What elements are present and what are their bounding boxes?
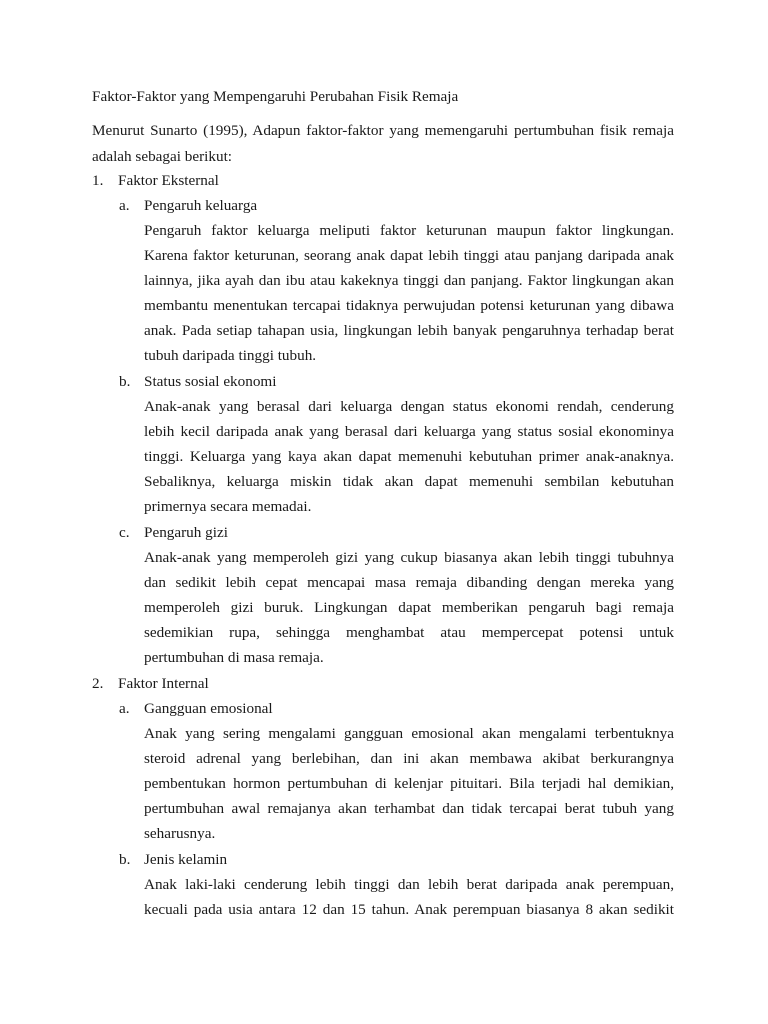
item-1b-line-3: tinggi. Keluarga yang kaya akan dapat memenuhi kebutuhan primer anak-anaknya. [144,448,674,465]
item-2a-line-5: seharusnya. [144,825,216,842]
intro-line-2: adalah sebagai berikut: [92,148,233,165]
item-1c-line-4: sedemikian rupa, sehingga menghambat atau mempercepat potensi untuk [144,624,674,641]
intro-line-1: Menurut Sunarto (1995), Adapun faktor-faktor yang memengaruhi pertumbuhan fisik remaja [92,122,674,139]
item-2a-line-4: pertumbuhan awal remajanya akan terhambat dan tidak tercapai berat tubuh yang [144,800,674,817]
item-1a-heading: Pengaruh keluarga [144,197,258,214]
item-1a-line-2: Karena faktor keturunan, seorang anak dapat lebih tinggi atau panjang daripada anak [144,247,674,264]
item-1b-line-4: Sebaliknya, keluarga miskin tidak akan dapat memenuhi sembilan kebutuhan [144,473,674,490]
section-1-heading: Faktor Eksternal [118,172,219,189]
item-1b-line-5: primernya secara memadai. [144,498,312,515]
item-2b-letter: b. [119,851,131,868]
item-1a-line-1: Pengaruh faktor keluarga meliputi faktor keturunan maupun faktor lingkungan. [144,222,674,239]
item-2b-heading: Jenis kelamin [144,851,228,868]
item-1a-letter: a. [119,197,130,214]
item-2a-letter: a. [119,700,130,717]
item-1c-heading: Pengaruh gizi [144,524,228,541]
section-1-number: 1. [92,172,104,189]
section-2-number: 2. [92,675,104,692]
item-1c-line-3: memperoleh gizi buruk. Lingkungan dapat memberikan pengaruh bagi remaja [144,599,674,616]
item-1b-line-1: Anak-anak yang berasal dari keluarga dengan status ekonomi rendah, cenderung [144,398,674,415]
item-2a-line-3: pembentukan hormon pertumbuhan di kelenjar pituitari. Bila terjadi hal demikian, [144,775,674,792]
item-1b-heading: Status sosial ekonomi [144,373,277,390]
item-1a-line-4: membantu menentukan tercapai tidaknya perwujudan potensi keturunan yang dibawa [144,297,674,314]
item-2b-line-2: kecuali pada usia antara 12 dan 15 tahun. Anak perempuan biasanya 8 akan sedikit [144,901,674,918]
item-2b-line-1: Anak laki-laki cenderung lebih tinggi dan lebih berat daripada anak perempuan, [144,876,674,893]
document-title: Faktor-Faktor yang Mempengaruhi Perubahan Fisik Remaja [92,88,459,105]
item-2a-line-2: steroid adrenal yang berlebihan, dan ini akan membawa akibat berkurangnya [144,750,674,767]
item-1a-line-6: tubuh daripada tinggi tubuh. [144,347,317,364]
item-1c-line-2: dan sedikit lebih cepat mencapai masa remaja dibanding dengan mereka yang [144,574,674,591]
item-1c-line-1: Anak-anak yang memperoleh gizi yang cukup biasanya akan lebih tinggi tubuhnya [144,549,674,566]
item-2a-line-1: Anak yang sering mengalami gangguan emosional akan mengalami terbentuknya [144,725,674,742]
item-1a-line-3: lainnya, jika ayah dan ibu atau kakeknya tinggi dan panjang. Faktor lingkungan akan [144,272,674,289]
item-2a-heading: Gangguan emosional [144,700,273,717]
item-1b-line-2: lebih kecil daripada anak yang berasal dari keluarga yang status sosial ekonominya [144,423,674,440]
section-2-heading: Faktor Internal [118,675,209,692]
item-1a-line-5: anak. Pada setiap tahapan usia, lingkungan lebih banyak pengaruhnya terhadap berat [144,322,674,339]
item-1c-line-5: pertumbuhan di masa remaja. [144,649,324,666]
item-1c-letter: c. [119,524,130,541]
item-1b-letter: b. [119,373,131,390]
